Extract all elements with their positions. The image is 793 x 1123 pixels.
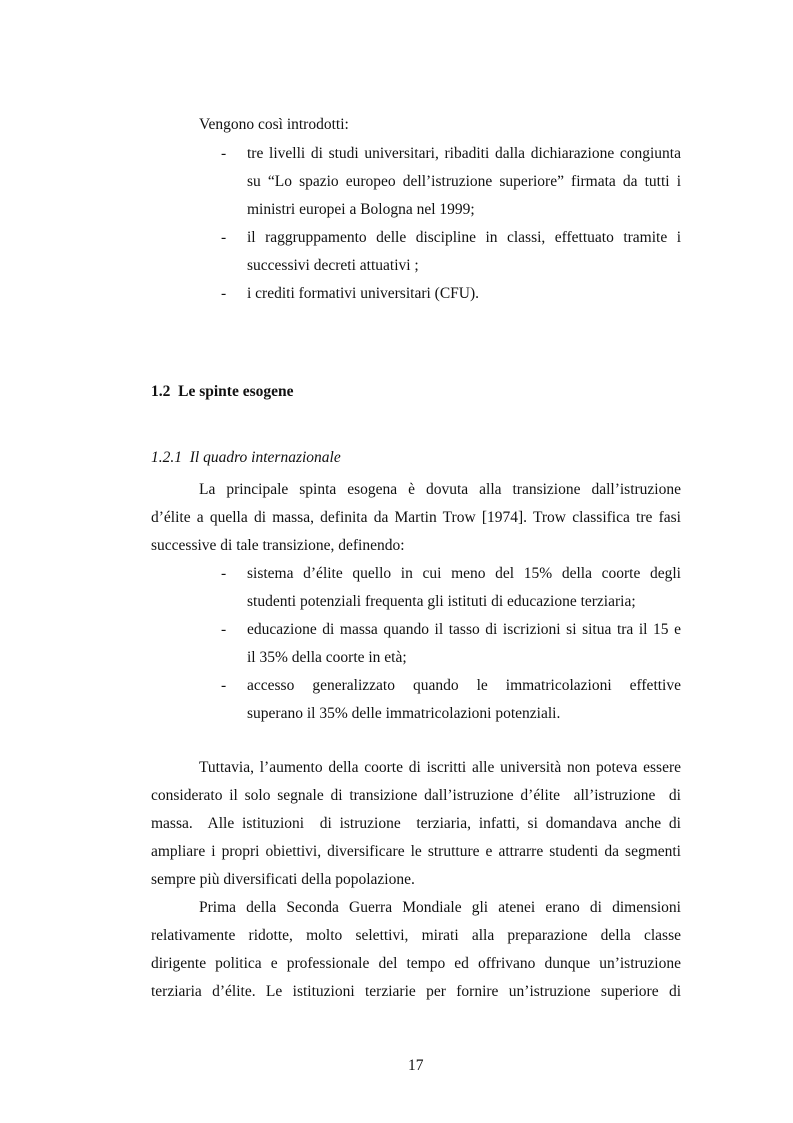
paragraph-line: massa. Alle istituzioni di istruzione terziaria, infatti, si domandava anche di [151,815,681,832]
intro-text: Vengono così introdotti: [199,116,349,133]
paragraph-line: ampliare i propri obiettivi, diversificare le strutture e attrarre studenti da segmenti [151,843,681,860]
list-dash: - [221,285,227,302]
paragraph-line: Tuttavia, l’aumento della coorte di iscritti alle università non poteva essere [199,759,681,776]
list-item-line: il 35% della coorte in età; [247,649,407,666]
paragraph-line: sempre più diversificati della popolazione. [151,871,415,888]
paragraph-line: La principale spinta esogena è dovuta alla transizione dall’istruzione [199,481,681,498]
list-item-line: studenti potenziali frequenta gli istituti di educazione terziaria; [247,593,636,610]
list-dash: - [221,565,227,582]
list-item-line: tre livelli di studi universitari, ribaditi dalla dichiarazione congiunta [247,145,681,162]
paragraph-line: relativamente ridotte, molto selettivi, mirati alla preparazione della classe [151,927,681,944]
list-item-line: su “Lo spazio europeo dell’istruzione superiore” firmata da tutti i [247,173,681,190]
section-heading: 1.2 Le spinte esogene [151,383,294,400]
subsection-heading: 1.2.1 Il quadro internazionale [151,449,341,466]
paragraph-line: successive di tale transizione, definendo: [151,537,405,554]
page-number: 17 [408,1057,424,1074]
paragraph-line: d’élite a quella di massa, definita da Martin Trow [1974]. Trow classifica tre fasi [151,509,681,526]
paragraph-line: considerato il solo segnale di transizione dall’istruzione d’élite all’istruzione di [151,787,681,804]
list-item-line: ministri europei a Bologna nel 1999; [247,201,475,218]
paragraph-line: terziaria d’élite. Le istituzioni terziarie per fornire un’istruzione superiore di [151,983,681,1000]
list-item-line: superano il 35% delle immatricolazioni potenziali. [247,705,561,722]
list-dash: - [221,229,227,246]
list-item-line: i crediti formativi universitari (CFU). [247,285,480,302]
list-item-line: accesso generalizzato quando le immatricolazioni effettive [247,677,681,694]
list-item-line: educazione di massa quando il tasso di iscrizioni si situa tra il 15 e [247,621,681,638]
list-dash: - [221,621,227,638]
paragraph-line: Prima della Seconda Guerra Mondiale gli atenei erano di dimensioni [199,899,681,916]
list-item-line: successivi decreti attuativi ; [247,257,419,274]
list-dash: - [221,145,227,162]
list-item-line: sistema d’élite quello in cui meno del 15% della coorte degli [247,565,681,582]
paragraph-line: dirigente politica e professionale del tempo ed offrivano dunque un’istruzione [151,955,681,972]
list-item-line: il raggruppamento delle discipline in classi, effettuato tramite i [247,229,681,246]
list-dash: - [221,677,227,694]
